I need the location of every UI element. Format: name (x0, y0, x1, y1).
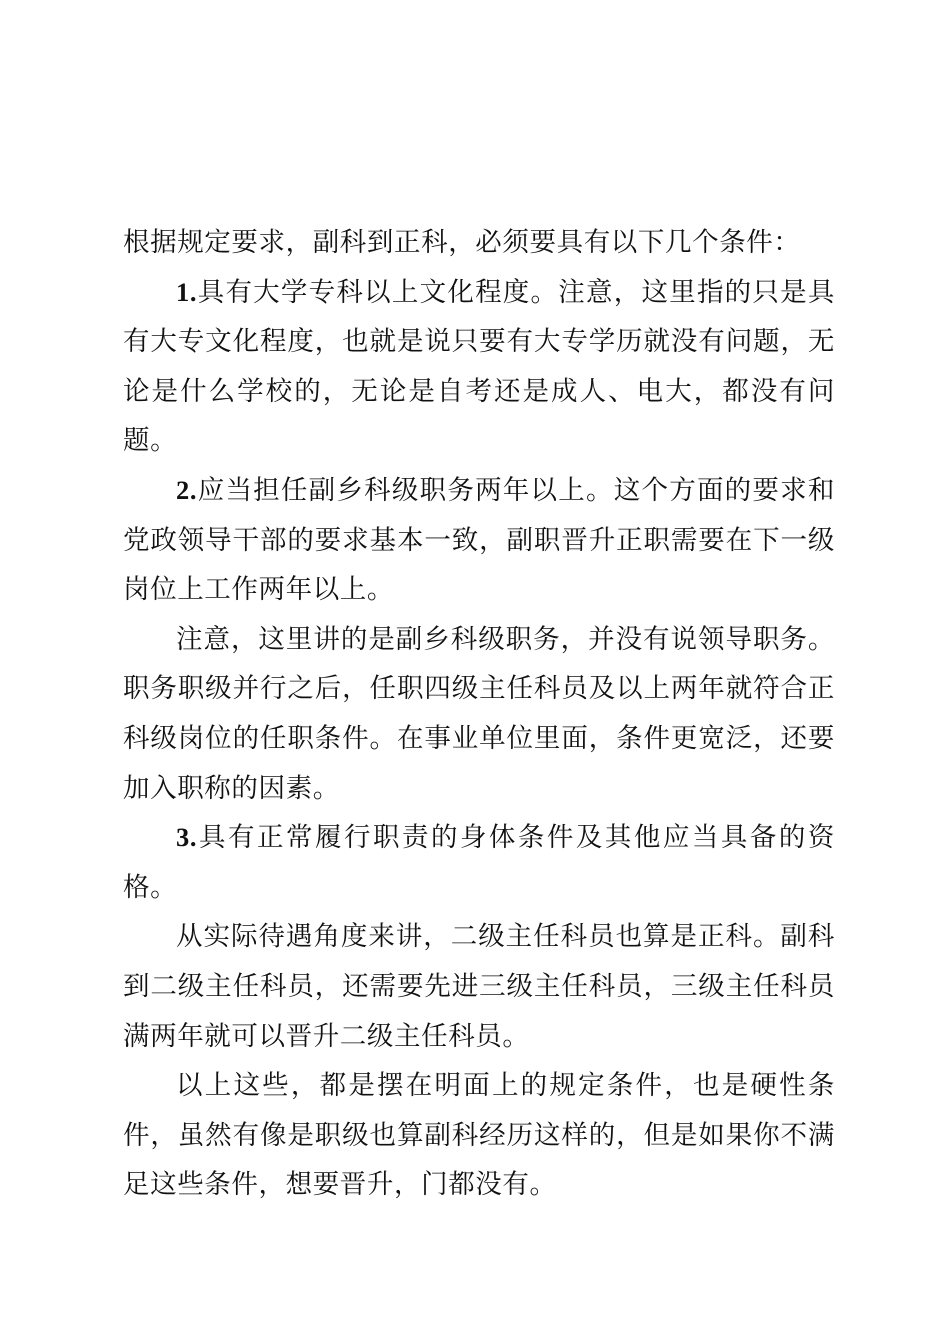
list-number: 2. (176, 474, 198, 505)
condition-3-paragraph (123, 813, 835, 912)
condition-3-note-paragraph (123, 912, 835, 1061)
paragraph-text: 具有正常履行职责的身体条件及其他应当具备的资格。 (123, 822, 835, 903)
paragraph-text: 注意，这里讲的是副乡科级职务，并没有说领导职务。职务职级并行之后，任职四级主任科员及以上两年就符合正科级岗位的任职条件。在事业单位里面，条件更宽泛，还要加入职称的因素。 (123, 623, 835, 804)
condition-1-paragraph (123, 268, 835, 466)
condition-2-note-paragraph (123, 615, 835, 813)
list-number: 3. (176, 822, 198, 853)
paragraph-text: 应当担任副乡科级职务两年以上。这个方面的要求和党政领导干部的要求基本一致，副职晋升正职需要在下一级岗位上工作两年以上。 (123, 474, 835, 606)
paragraph-text: 具有大学专科以上文化程度。注意，这里指的只是具有大专文化程度，也就是说只要有大专学历就没有问题，无论是什么学校的，无论是自考还是成人、电大，都没有问题。 (123, 276, 835, 457)
paragraph-text: 以上这些，都是摆在明面上的规定条件，也是硬性条件，虽然有像是职级也算副科经历这样的，但是如果你不满足这些条件，想要晋升，门都没有。 (123, 1070, 835, 1201)
conclusion-paragraph (123, 1061, 835, 1210)
paragraph-text: 根据规定要求，副科到正科，必须要具有以下几个条件： (123, 227, 801, 258)
intro-paragraph (123, 218, 835, 268)
document-body (123, 218, 835, 1210)
paragraph-text: 从实际待遇角度来讲，二级主任科员也算是正科。副科到二级主任科员，还需要先进三级主任科员，三级主任科员满两年就可以晋升二级主任科员。 (123, 921, 835, 1052)
condition-2-paragraph (123, 466, 835, 615)
list-number: 1. (176, 276, 198, 307)
